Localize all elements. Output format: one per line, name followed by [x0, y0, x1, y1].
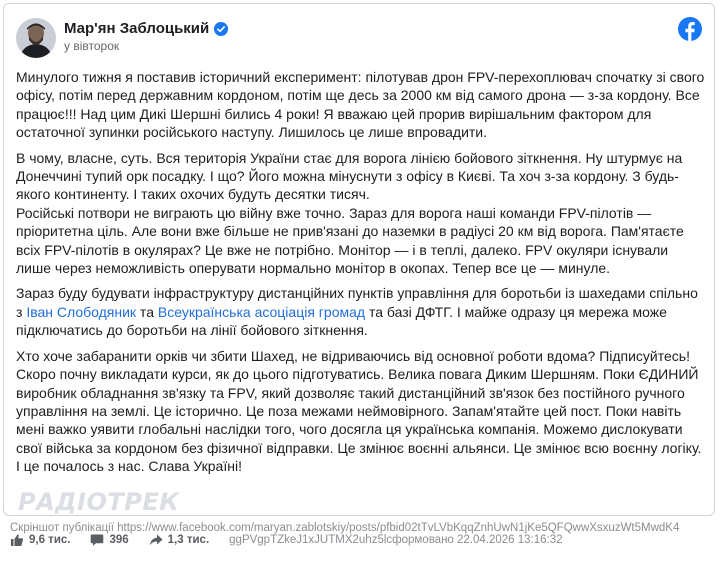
- post-paragraph-mentions: [16, 284, 706, 339]
- facebook-logo-icon: [678, 17, 702, 41]
- caption-prefix: Скріншот публікації: [10, 522, 118, 534]
- verified-icon: [214, 22, 228, 36]
- like-icon: [10, 533, 24, 547]
- post-paragraph: Хто хоче забаранити орків чи збити Шахед, не відриваючись від основної роботи вдома? Підписуйтесь! Скоро почну викладати курси, як до цього підготуватись. Велика повага Диким Шершням. Поки ЄДИНИЙ виробник обладнання зв'язку та FPV, який дозволяє такий дистанційний зв'язок без постійного ручного управління на землі. Це історично. Це поза межами неймовірного. Запам'ятайте цей пост. Поки навіть мені важко уявити глобальні наслідки того, чого досягла ця українська компанія. Можемо дислокувати свої війська за кордоном без фізичної відправки. Це змінює воєнні альянси. Це змінює всю воєнну логіку. І це почалось з нас. Слава Україні!: [16, 347, 702, 475]
- comments-count: 396: [109, 534, 129, 546]
- comments-stat[interactable]: [90, 533, 128, 547]
- share-icon: [149, 533, 163, 547]
- comment-icon: [90, 533, 104, 547]
- post-paragraph: В чому, власне, суть. Вся територія України стає для ворога лінією бойового зіткнення. Ну штурмує на Донеччині тупий орк посадку. І що? Його можна мінуснути з офісу в Києві. Та хоч з-за кордону. З будь-якого континенту. І таких охочих будуть десятки тисяч.: [16, 149, 683, 203]
- paragraph-text: Зараз буду будувати інфраструктуру дистанційних пунктів управління для боротьби із шахедами спільно з: [16, 285, 698, 320]
- post-body: [16, 68, 706, 483]
- shares-count: 1,3 тис.: [167, 534, 210, 546]
- watermark: [14, 485, 180, 519]
- stats-bar: [10, 533, 563, 547]
- mention-link-ivan[interactable]: Іван Слободяник: [26, 303, 137, 320]
- author-name-text[interactable]: Мар'ян Заблоцький: [64, 20, 210, 37]
- post-paragraph: Минулого тижня я поставив історичний експеримент: пілотував дрон FPV-перехоплювач спочатку зі свого офісу, потім перед державним кордоном, потім ще десь за 2000 км від самого дрона — з-за кордону. Все працює!!! Над цим Дикі Шершні бились 4 роки! Я вважаю цей прорив вирішальним фактором для остаточної зупинки російського наступу. Лишилось це лише впровадити.: [16, 69, 705, 141]
- post-paragraph: Російські потвори не виграють цю війну вже точно. Зараз для ворога наші команди FPV-пілотів — пріоритетна ціль. Але вони вже більше не прив'язані до наземки в радіусі 20 км від ворога. Пам'ятаєте всіх FPV-пілотів в окулярах? Це вже не потрібно. Монітор — і в теплі, далеко. FPV окуляри існували лише через неможливість оперувати нормально монітор в окопах. Тепер все це — минуле.: [16, 204, 684, 277]
- post-card: [3, 3, 715, 516]
- paragraph-text: та базі ДФТГ. І майже одразу ця мережа може підключатись до боротьби на лінії бойового зіткнення.: [16, 303, 667, 339]
- likes-count: 9,6 тис.: [29, 534, 71, 546]
- shares-stat[interactable]: [149, 533, 209, 547]
- post-date[interactable]: у вівторок: [64, 39, 120, 53]
- paragraph-text: та: [136, 303, 158, 320]
- avatar[interactable]: [16, 18, 56, 58]
- caption-url[interactable]: https://www.facebook.com/maryan.zablotskiy/posts/pfbid02tTvLVbKqqZnhUwN1jKe5QFQwwXsxuzWt5MwdK4: [117, 522, 680, 534]
- caption-line2: ggPVgpTZkeJ1xJUTMX2uhz5l: [229, 534, 387, 546]
- likes-stat[interactable]: [10, 533, 70, 547]
- author-name[interactable]: [64, 20, 228, 37]
- mention-link-association[interactable]: Всеукраїнська асоціація громад: [157, 303, 366, 320]
- watermark-text: РАДІОТРЕК: [18, 488, 180, 516]
- caption-timestamp: сформовано 22.04.2026 13:16:32: [386, 534, 563, 546]
